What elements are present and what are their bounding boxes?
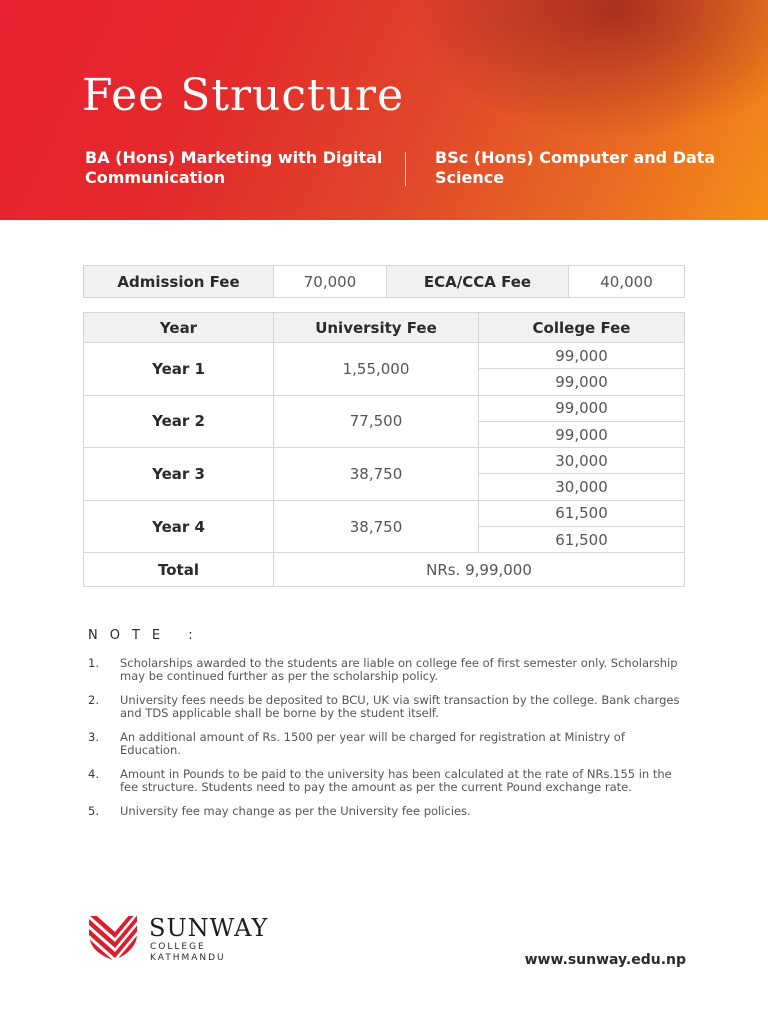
note-text: University fee may change as per the University fee policies.	[120, 804, 471, 818]
table-header-row	[84, 313, 685, 343]
program-divider	[405, 152, 406, 186]
page-title: Fee Structure	[82, 70, 405, 121]
table-row	[84, 395, 685, 421]
website-link[interactable]: www.sunway.edu.np	[524, 952, 686, 968]
college-fee-cell: 99,000	[479, 369, 685, 395]
college-fee-cell: 61,500	[479, 527, 685, 553]
note-text: An additional amount of Rs. 1500 per year will be charged for registration at Ministry of Education.	[120, 730, 625, 757]
note-text: University fees needs be deposited to BCU, UK via swift transaction by the college. Bank charges and TDS applicable shall be borne by the student itself.	[120, 693, 680, 720]
note-number: 1.	[88, 656, 99, 670]
college-fee-cell: 30,000	[479, 448, 685, 474]
total-value: NRs. 9,99,000	[274, 553, 685, 587]
year-cell: Year 3	[84, 448, 274, 501]
admission-fee-label: Admission Fee	[84, 266, 274, 298]
list-item	[88, 657, 688, 682]
list-item	[88, 694, 688, 719]
list-item	[88, 805, 688, 818]
eca-fee-label: ECA/CCA Fee	[387, 266, 569, 298]
column-header-university-fee: University Fee	[274, 313, 479, 343]
program-1-name: BA (Hons) Marketing with Digital Communication	[85, 148, 383, 187]
column-header-year: Year	[84, 313, 274, 343]
admission-fee-value: 70,000	[274, 266, 387, 298]
sunway-logo	[85, 912, 325, 962]
college-fee-cell: 30,000	[479, 474, 685, 500]
note-number: 5.	[88, 804, 99, 818]
note-number: 4.	[88, 767, 99, 781]
notes-heading: NOTE :	[88, 628, 205, 643]
notes-list	[88, 657, 688, 830]
list-item	[88, 731, 688, 756]
eca-fee-value: 40,000	[569, 266, 685, 298]
note-text: Amount in Pounds to be paid to the university has been calculated at the rate of NRs.155 in the fee structure. Students need to pay the amount as per the current Pound exchange rate.	[120, 767, 672, 794]
college-fee-cell: 99,000	[479, 343, 685, 369]
header-banner	[0, 0, 768, 220]
logo-subtitle	[150, 942, 226, 964]
admission-fee-table	[83, 265, 685, 298]
column-header-college-fee: College Fee	[479, 313, 685, 343]
year-cell: Year 2	[84, 395, 274, 448]
logo-line-kathmandu: KATHMANDU	[150, 953, 226, 963]
logo-line-college: COLLEGE	[150, 942, 206, 952]
note-number: 2.	[88, 693, 99, 707]
list-item	[88, 768, 688, 793]
college-fee-cell: 61,500	[479, 500, 685, 526]
sunway-shield-icon	[85, 912, 141, 960]
total-row	[84, 553, 685, 587]
university-fee-cell: 38,750	[274, 500, 479, 553]
year-cell: Year 4	[84, 500, 274, 553]
note-number: 3.	[88, 730, 99, 744]
university-fee-cell: 1,55,000	[274, 343, 479, 396]
college-fee-cell: 99,000	[479, 395, 685, 421]
logo-name: SUNWAY	[149, 914, 269, 942]
university-fee-cell: 38,750	[274, 448, 479, 501]
total-label: Total	[84, 553, 274, 587]
table-row	[84, 500, 685, 526]
table-row	[84, 448, 685, 474]
university-fee-cell: 77,500	[274, 395, 479, 448]
yearly-fee-table	[83, 312, 685, 587]
year-cell: Year 1	[84, 343, 274, 396]
program-2-name: BSc (Hons) Computer and Data Science	[435, 148, 716, 187]
note-text: Scholarships awarded to the students are liable on college fee of first semester only. Scholarship may be continued further as per the scholarship policy.	[120, 656, 678, 683]
college-fee-cell: 99,000	[479, 421, 685, 447]
table-row	[84, 343, 685, 369]
